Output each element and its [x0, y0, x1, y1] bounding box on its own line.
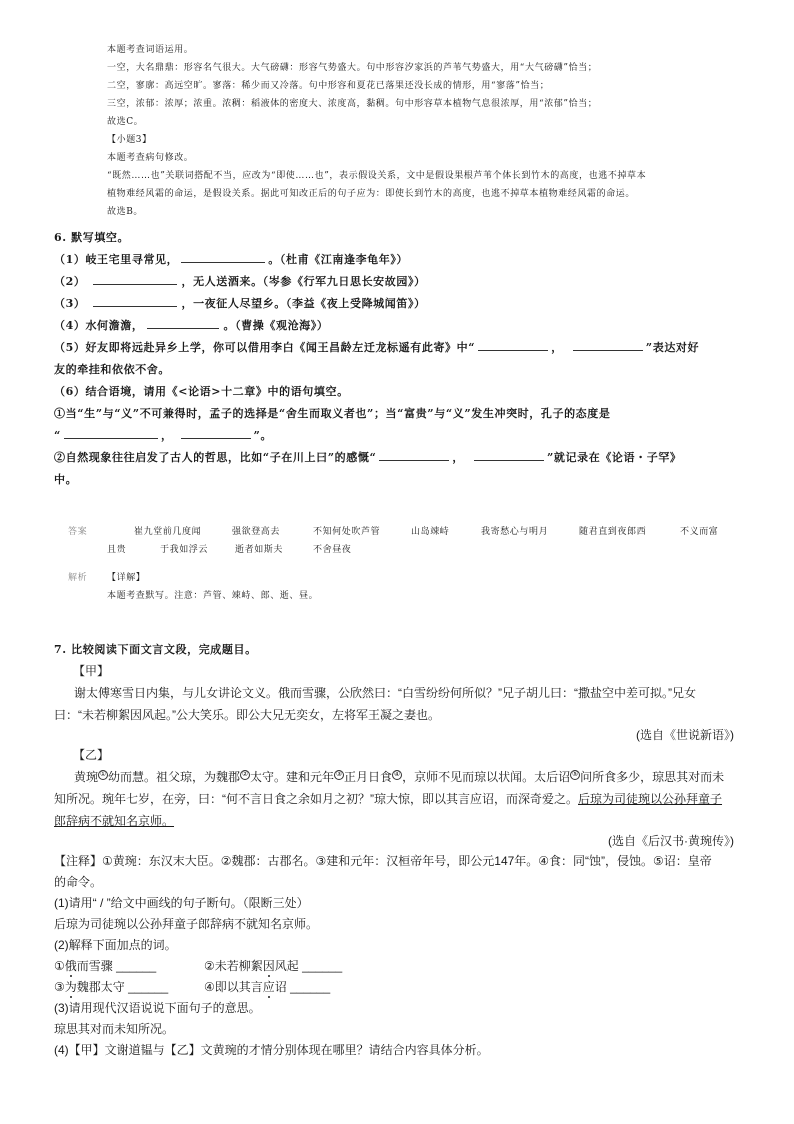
- item-text: ”表达对好: [645, 341, 700, 354]
- sub-question-2: (2)解释下面加点的词。: [54, 938, 177, 952]
- question-title: 6. 默写填空。: [54, 231, 130, 244]
- explain-line: 二空，寥廓：高远空旷。寥落：稀少而又冷落。句中形容和夏花已落果还没长成的情形，用“寥落”恰当；: [107, 81, 550, 91]
- fill-item-6-2-cont: 中。: [54, 473, 78, 486]
- answer-blank[interactable]: [181, 251, 265, 263]
- fill-item-5: [54, 339, 699, 355]
- item-text: ②自然现象往往启发了古人的哲思，比如“子在川上曰”的感慨“: [54, 451, 377, 464]
- answer-item: 随君直到夜郎西: [579, 527, 647, 537]
- item-text: （3）: [54, 297, 86, 310]
- underlined-sentence: 郎辞病不就知名京师。: [54, 814, 175, 828]
- passage-text: 幼而慧。祖父琼，为魏郡: [108, 770, 241, 784]
- fill-item-6-1: ①当“生”与“义”不可兼得时，孟子的选择是“舍生而取义者也”；当“富贵”与“义”发生冲突时，孔子的态度是: [54, 407, 611, 420]
- item-text: （5）好友即将远赴异乡上学，你可以借用李白《闻王昌龄左迁龙标遥有此寄》中“: [54, 341, 476, 354]
- fill-item-2: [54, 273, 426, 289]
- annotation-line: 的命令。: [54, 875, 103, 889]
- sub-question-label: 【小题3】: [107, 135, 152, 145]
- answer-item: 不舍昼夜: [313, 545, 352, 555]
- item-text: 风起 ______: [274, 959, 343, 973]
- source-citation: (选自《世说新语》): [636, 728, 734, 742]
- answer-item: 我寄愁心与明月: [481, 527, 549, 537]
- dotted-word: 因: [262, 959, 275, 973]
- answer-label: 答案: [68, 527, 88, 537]
- explain-line: 三空，浓郁：浓厚；浓重。浓稠：稻液体的密度大、浓度高，黏稠。句中形容草本植物气息很浓厚，用“浓郁”恰当；: [107, 99, 598, 109]
- passage-line: [54, 812, 174, 829]
- note-marker: ⑤: [571, 771, 579, 778]
- sub-question-3-sentence: 琼思其对而未知所况。: [54, 1022, 175, 1036]
- passage-label-yi: 【乙】: [73, 748, 110, 762]
- underlined-sentence: 后琼为司徒琬以公孙拜童子: [578, 792, 723, 806]
- passage-text: 正月日食: [344, 770, 393, 784]
- answer-blank[interactable]: [474, 449, 544, 461]
- item-text: ，无人送酒来。（岑参《行军九日思长安故园》）: [181, 275, 426, 288]
- word-item-3: [54, 978, 168, 995]
- item-text: ，: [160, 429, 173, 442]
- fill-item-1: [54, 251, 408, 267]
- answer-blank[interactable]: [93, 273, 177, 285]
- item-text: “: [54, 429, 61, 442]
- item-text: ”。: [253, 429, 273, 442]
- item-text: 诏 ______: [274, 980, 331, 994]
- passage-text: 黄琬: [74, 770, 99, 784]
- explain-label: 解析: [68, 573, 88, 583]
- word-item-1: [54, 957, 156, 974]
- explain-line: 一空，大名鼎鼎：形容名气很大。大气磅礴：形容气势盛大。句中形容汐家浜的芦苇气势盛大，用“大气磅礴”恰当；: [107, 63, 598, 73]
- passage-line: [54, 790, 722, 807]
- answer-item: 崔九堂前几度闻: [134, 527, 202, 537]
- word-item-4: [204, 978, 330, 995]
- dotted-word: 为: [64, 980, 77, 994]
- item-text: ，: [452, 451, 464, 464]
- answer-item: 逝者如斯夫: [235, 545, 284, 555]
- source-citation: (选自《后汉书·黄琬传》): [608, 834, 734, 848]
- answer-item: 且贵: [107, 545, 127, 555]
- answer-blank[interactable]: [147, 317, 219, 329]
- item-text: ，一夜征人尽望乡。（李益《夜上受降城闻笛》）: [181, 297, 426, 310]
- note-marker: ④: [393, 771, 401, 778]
- word-item-2: [204, 957, 342, 974]
- fill-item-6-2: [54, 449, 682, 465]
- item-text: ”就记录在《论语・子罕》: [547, 451, 682, 464]
- explain-line: 故选B。: [107, 207, 144, 217]
- answer-blank[interactable]: [478, 339, 548, 351]
- sub-question-1: (1)请用“ / ”给文中画线的句子断句。（限断三处）: [54, 896, 309, 910]
- answer-item: 于我如浮云: [160, 545, 209, 555]
- passage-text: 问所食多少，琼思其对而未: [580, 770, 725, 784]
- sub-question-1-sentence: 后琼为司徒琬以公孙拜童子郎辞病不就知名京师。: [54, 917, 319, 931]
- fill-item-6: （6）结合语境，请用《<论语>十二章》中的语句填空。: [54, 385, 349, 398]
- passage-line: 曰：“未若柳絮因风起。”公大笑乐。即公大兄无奕女，左将军王凝之妻也。: [54, 708, 440, 722]
- item-text: ①: [54, 959, 65, 973]
- answer-item: 强欲登高去: [232, 527, 281, 537]
- passage-text: 知所况。琬年七岁，在旁，曰：“何不言日食之余如月之初？”琼大惊，即以其言应诏，而深奇爱之。: [54, 792, 578, 806]
- note-marker: ②: [241, 771, 249, 778]
- passage-line: 谢太傅寒雪日内集，与儿女讲论文义。俄而雪骤，公欣然曰：“白雪纷纷何所似？”兄子胡儿曰：“撒盐空中差可拟。”兄女: [74, 686, 696, 700]
- fill-item-6-1-blanks: [54, 427, 272, 443]
- fill-item-4: [54, 317, 328, 333]
- note-marker: ③: [335, 771, 343, 778]
- item-text: 而雪骤 ______: [76, 959, 157, 973]
- fill-item-3: [54, 295, 426, 311]
- item-text: ③: [54, 980, 65, 994]
- answer-item: 不知何处吹芦管: [313, 527, 381, 537]
- answer-item: 不义而富: [680, 527, 719, 537]
- detail-label: 【详解】: [107, 573, 146, 583]
- item-text: （4）水何澹澹，: [54, 319, 144, 332]
- sub-question-4: (4)【甲】文谢道韫与【乙】文黄琬的才情分别体现在哪里？请结合内容具体分析。: [54, 1043, 489, 1057]
- dotted-word: 应: [262, 980, 275, 994]
- sub-question-3: (3)请用现代汉语说说下面句子的意思。: [54, 1001, 261, 1015]
- explain-line: 本题考查默写。注意：芦管、竦峙、郎、逝、昼。: [107, 591, 319, 601]
- item-text: （1）岐王宅里寻常见，: [54, 253, 179, 266]
- note-marker: ①: [99, 771, 107, 778]
- item-text: （2）: [54, 275, 86, 288]
- explain-line: 本题考查词语运用。: [107, 45, 194, 55]
- explain-line: 植物难经风霜的命运，是假设关系。据此可知改正后的句子应为：即使长到竹木的高度，也逃不掉草本植物难经风霜的命运。: [107, 189, 636, 199]
- item-text: ，: [551, 341, 563, 354]
- explain-line: 本题考查病句修改。: [107, 153, 194, 163]
- passage-text: ，京师不见而琼以状闻。太后诏: [402, 770, 571, 784]
- item-text: ②未若柳絮: [204, 959, 263, 973]
- explain-line: “既然……也”关联词搭配不当，应改为“即使……也”，表示假设关系，文中是假设果根芦苇个体长到竹木的高度，也逃不掉草本: [107, 171, 647, 181]
- question-title: 7. 比较阅读下面文言文段，完成题目。: [54, 643, 257, 656]
- answer-blank[interactable]: [379, 449, 449, 461]
- passage-line: [74, 768, 724, 785]
- passage-text: 太守。建和元年: [250, 770, 335, 784]
- item-text: 魏郡太守 ______: [76, 980, 169, 994]
- answer-blank[interactable]: [64, 427, 158, 439]
- answer-blank[interactable]: [181, 427, 251, 439]
- explain-line: 故选C。: [107, 117, 144, 127]
- item-text: 。（曹操《观沧海》）: [223, 319, 329, 332]
- dotted-word: 俄: [64, 959, 77, 973]
- item-text: ④即以其言: [204, 980, 263, 994]
- answer-blank[interactable]: [93, 295, 177, 307]
- fill-item-5-cont: 友的牵挂和依依不舍。: [54, 363, 170, 376]
- item-text: 。（杜甫《江南逢李龟年》）: [268, 253, 409, 266]
- answer-item: 山岛竦峙: [411, 527, 450, 537]
- annotation-line: 【注释】①黄琬：东汉末大臣。②魏郡：古郡名。③建和元年：汉桓帝年号，即公元147年。④食：同“蚀”，侵蚀。⑤诏：皇帝: [54, 854, 712, 868]
- passage-label-jia: 【甲】: [73, 664, 110, 678]
- answer-blank[interactable]: [573, 339, 643, 351]
